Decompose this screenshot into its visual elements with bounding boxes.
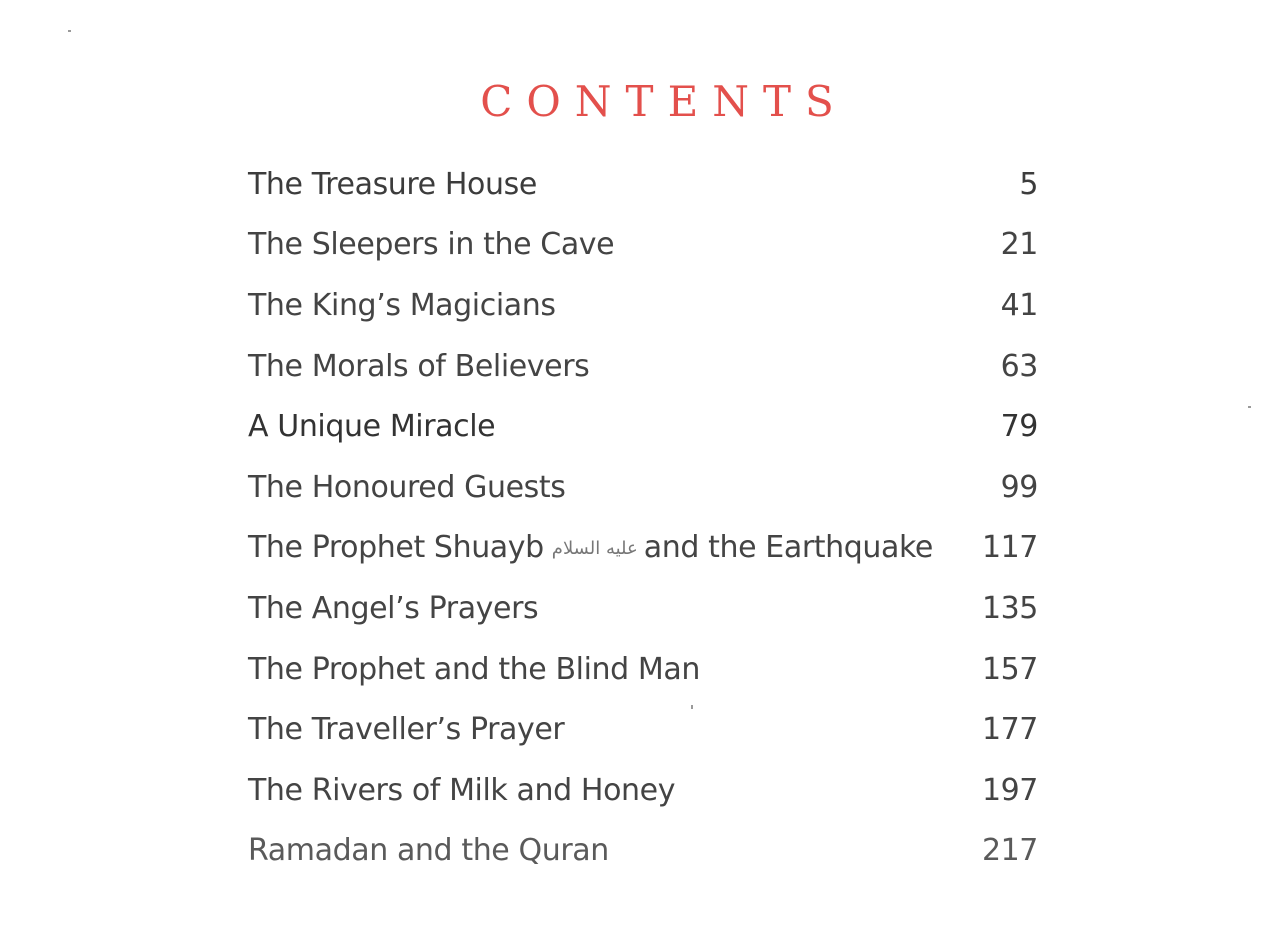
toc-entry-title: The Sleepers in the Cave [248,227,615,263]
toc-entry[interactable] [248,760,1038,821]
toc-page-number: 135 [981,590,1038,626]
toc-entry-title-part: and the Earthquake [643,530,933,566]
scan-speck [1248,406,1251,408]
toc-entry-title: The Rivers of Milk and Honey [248,772,676,808]
toc-page-number: 197 [981,772,1038,808]
toc-page-number: 117 [981,530,1038,566]
toc-entry-title-part: The Prophet Shuayb [248,530,544,566]
toc-entry[interactable] [248,336,1038,397]
toc-entry-title: The Traveller’s Prayer [248,712,565,748]
toc-entry[interactable] [248,275,1038,336]
scan-speck [68,30,71,32]
toc-page-number: 217 [981,833,1038,869]
toc-entry-title [248,530,933,565]
toc-page-number: 157 [981,651,1038,687]
table-of-contents [248,154,1038,881]
toc-entry-title: Ramadan and the Quran [248,833,609,869]
toc-entry-title: The Angel’s Prayers [248,590,539,626]
toc-page-number: 5 [1019,166,1038,202]
toc-entry[interactable] [248,699,1038,760]
page-title: CONTENTS [480,77,848,127]
toc-entry[interactable] [248,457,1038,518]
toc-page-number: 99 [1000,469,1038,505]
toc-entry[interactable] [248,518,1038,579]
toc-entry[interactable] [248,578,1038,639]
toc-page-number: 63 [1000,348,1038,384]
toc-entry-title: A Unique Miracle [248,409,496,445]
toc-entry[interactable] [248,639,1038,700]
toc-entry-title: The King’s Magicians [248,287,556,323]
toc-entry[interactable] [248,396,1038,457]
toc-entry[interactable] [248,215,1038,276]
toc-page-number: 41 [1000,287,1038,323]
toc-page-number: 177 [981,712,1038,748]
toc-entry-title: The Morals of Believers [248,348,590,384]
toc-entry-title: The Prophet and the Blind Man [248,651,701,687]
toc-entry-title: The Honoured Guests [248,469,566,505]
toc-entry-title: The Treasure House [248,166,537,202]
toc-entry[interactable] [248,821,1038,882]
honorific-glyph: عليه السلام [551,538,638,560]
toc-page-number: 21 [1000,227,1038,263]
toc-entry[interactable] [248,154,1038,215]
toc-page-number: 79 [1000,409,1038,445]
